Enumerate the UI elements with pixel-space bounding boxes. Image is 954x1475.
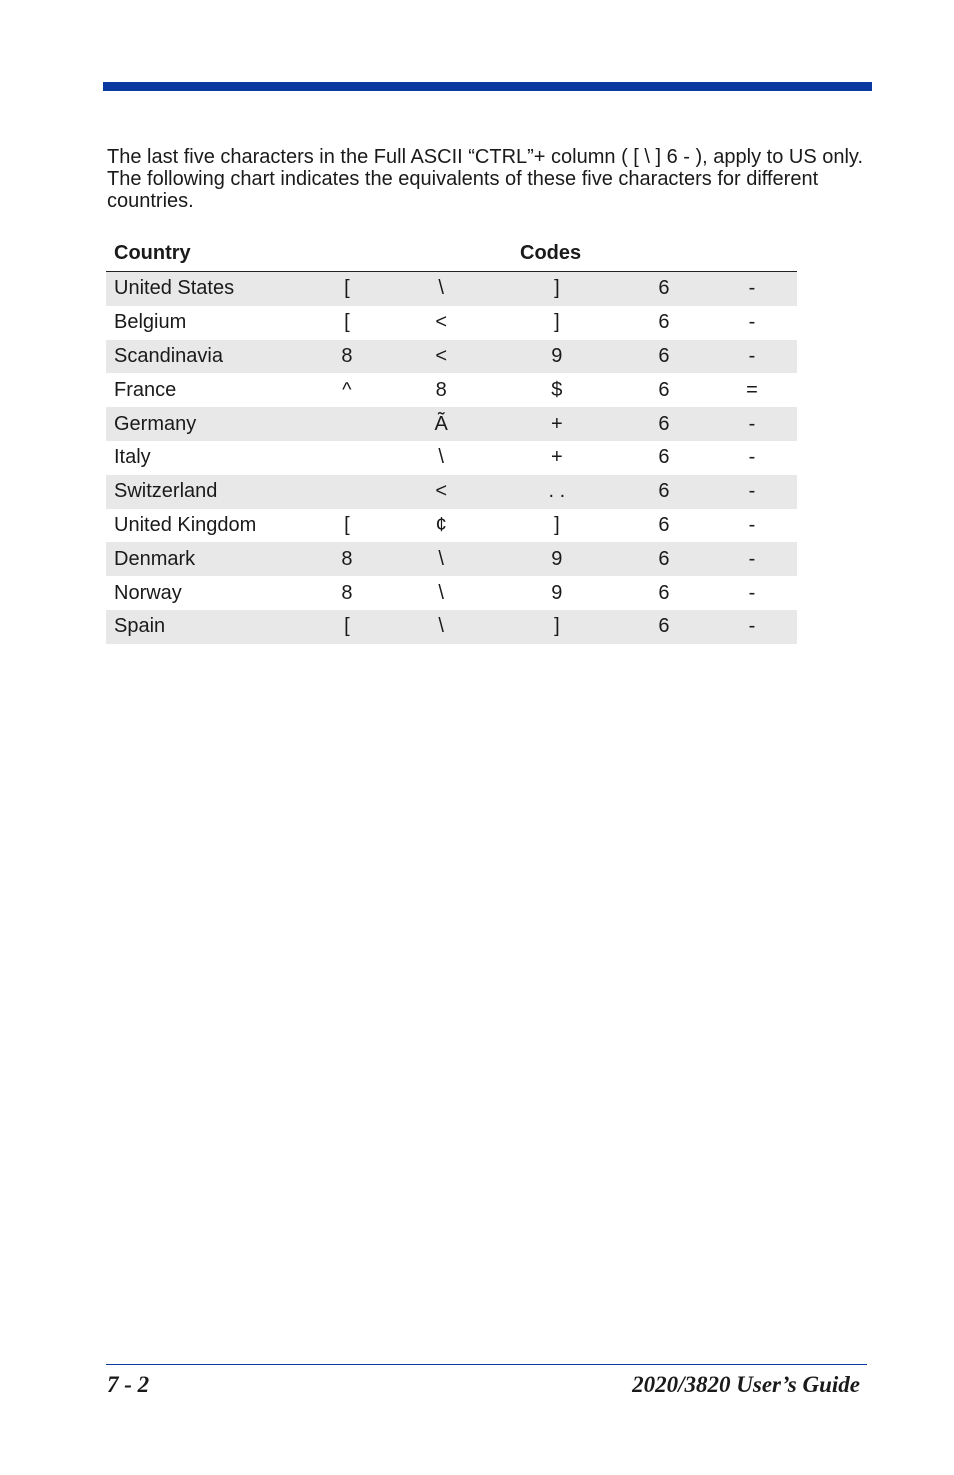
codes-header-label: Codes (520, 242, 582, 264)
code-cell: 6 (658, 378, 670, 401)
table-header-row (106, 236, 797, 272)
table-row (106, 373, 797, 407)
code-cell: - (707, 542, 797, 576)
code-cell: \ (390, 610, 493, 644)
code-cell: < (390, 475, 493, 509)
code-cell: 6 (621, 407, 707, 441)
table-row (106, 272, 797, 306)
page-number: 7 - 2 (107, 1372, 150, 1397)
code-cell: [ (344, 311, 350, 334)
code-cell: < (435, 311, 448, 334)
table-row (106, 407, 797, 441)
country-cell: France (114, 378, 177, 401)
code-cell: . . (493, 475, 622, 509)
code-cell: 6 (621, 610, 707, 644)
code-cell: + (493, 407, 622, 441)
code-cell: - (707, 475, 797, 509)
table-row (106, 441, 797, 475)
code-cell: 6 (658, 446, 670, 469)
table-row (106, 542, 797, 576)
code-cell: \ (438, 581, 444, 604)
code-cell: - (748, 446, 756, 469)
country-cell: Scandinavia (106, 340, 304, 374)
code-cell: ¢ (435, 513, 447, 536)
code-cell: - (748, 513, 756, 536)
table-row (106, 306, 797, 340)
code-cell: 8 (435, 378, 447, 401)
codes-header (304, 236, 797, 272)
code-cell: - (707, 610, 797, 644)
code-cell: 6 (621, 340, 707, 374)
code-cell: Ã (390, 407, 493, 441)
country-cell: United States (106, 272, 304, 306)
table-row (106, 610, 797, 644)
code-cell: 6 (621, 542, 707, 576)
country-codes-table (106, 236, 797, 644)
code-cell: - (748, 311, 756, 334)
country-cell: Spain (106, 610, 304, 644)
code-cell: \ (438, 446, 444, 469)
table-body (106, 272, 797, 644)
code-cell: $ (551, 378, 563, 401)
country-cell: Belgium (114, 311, 187, 334)
code-cell: < (390, 340, 493, 374)
code-cell: - (707, 407, 797, 441)
code-cell: 8 (341, 581, 353, 604)
country-cell: Switzerland (106, 475, 304, 509)
guide-title: 2020/3820 User’s Guide (632, 1372, 860, 1397)
code-cell (304, 441, 390, 475)
country-header: Country (106, 236, 304, 272)
code-cell: - (707, 272, 797, 306)
code-cell: 9 (493, 542, 622, 576)
table-row (106, 576, 797, 610)
code-cell: 6 (621, 272, 707, 306)
code-cell: [ (344, 513, 350, 536)
code-cell: [ (304, 610, 390, 644)
intro-paragraph: The last five characters in the Full ASCII “CTRL”+ column ( [ \ ] 6 - ), apply to US only. The following chart indicates the equivalents of these five characters for different countries. (107, 146, 864, 212)
header-rule (103, 82, 872, 91)
code-cell: ] (493, 272, 622, 306)
code-cell: - (707, 340, 797, 374)
country-cell: United Kingdom (114, 513, 257, 536)
table-row (106, 509, 797, 543)
code-cell: [ (304, 272, 390, 306)
country-cell: Norway (114, 581, 182, 604)
code-cell: ] (554, 513, 560, 536)
country-cell: Italy (114, 446, 151, 469)
code-cell: + (551, 446, 563, 469)
code-cell: 8 (304, 340, 390, 374)
code-cell: 9 (551, 581, 563, 604)
code-cell (304, 407, 390, 441)
code-cell: 6 (658, 513, 670, 536)
country-cell: Denmark (106, 542, 304, 576)
code-cell: ^ (342, 378, 352, 401)
code-cell: = (746, 378, 758, 401)
code-cell (304, 475, 390, 509)
code-cell: 8 (304, 542, 390, 576)
code-cell: 9 (493, 340, 622, 374)
code-cell: 6 (621, 475, 707, 509)
code-cell: ] (493, 610, 622, 644)
table-row (106, 340, 797, 374)
code-cell: 6 (658, 311, 670, 334)
code-cell: \ (390, 542, 493, 576)
country-cell: Germany (106, 407, 304, 441)
code-cell: - (748, 581, 756, 604)
code-cell: 6 (658, 581, 670, 604)
table-row (106, 475, 797, 509)
code-cell: \ (390, 272, 493, 306)
footer-rule (106, 1364, 867, 1365)
code-cell: ] (554, 311, 560, 334)
